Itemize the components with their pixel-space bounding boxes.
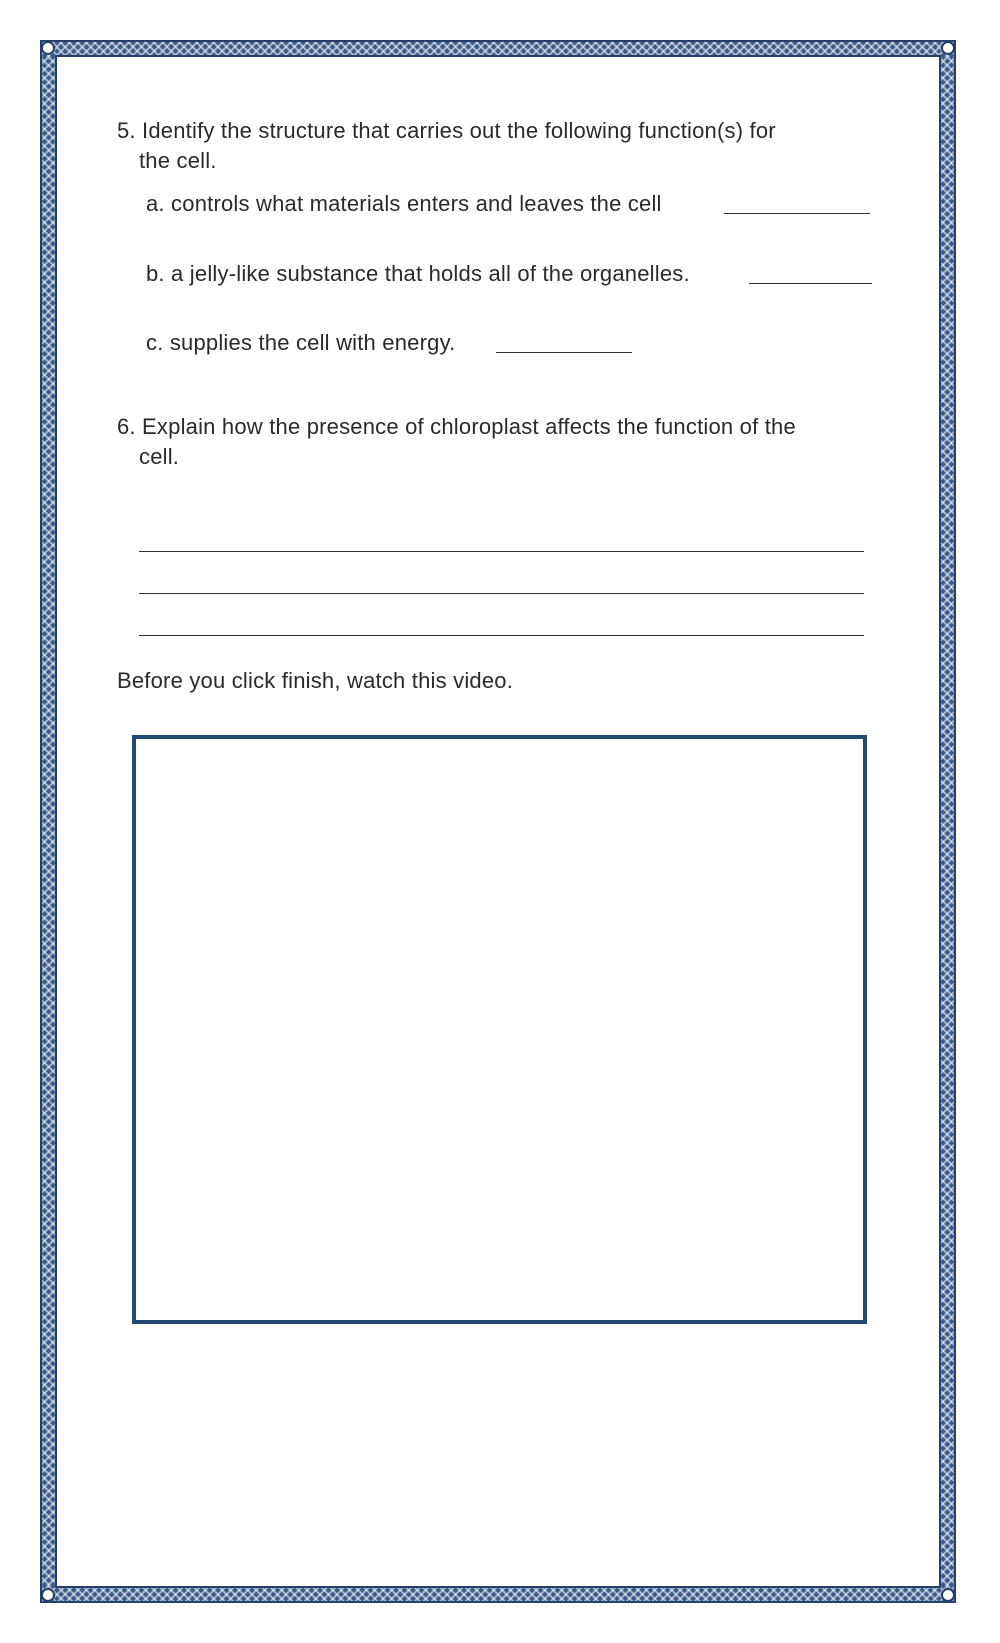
question-5a-text: a. controls what materials enters and leaves the cell: [146, 191, 662, 216]
answer-blank-5a[interactable]: [724, 213, 870, 214]
border-corner-ornament: [941, 1588, 955, 1602]
answer-line-6-3[interactable]: [139, 635, 864, 636]
answer-blank-5b[interactable]: [749, 283, 872, 284]
answer-line-6-2[interactable]: [139, 593, 864, 594]
question-6-stem-line2: cell.: [139, 444, 180, 469]
video-instruction: Before you click finish, watch this video.: [117, 668, 514, 693]
question-5c-text: c. supplies the cell with energy.: [146, 330, 456, 355]
answer-blank-5c[interactable]: [496, 352, 632, 353]
border-corner-ornament: [41, 1588, 55, 1602]
border-corner-ornament: [941, 41, 955, 55]
question-5-stem-line1: 5. Identify the structure that carries out the following function(s) for: [117, 118, 776, 143]
border-corner-ornament: [41, 41, 55, 55]
answer-line-6-1[interactable]: [139, 551, 864, 552]
question-6-stem-line1: 6. Explain how the presence of chloroplast affects the function of the: [117, 414, 796, 439]
question-5b-text: b. a jelly-like substance that holds all of the organelles.: [146, 261, 690, 286]
video-embed-frame[interactable]: [132, 735, 867, 1324]
question-5-stem-line2: the cell.: [139, 148, 217, 173]
